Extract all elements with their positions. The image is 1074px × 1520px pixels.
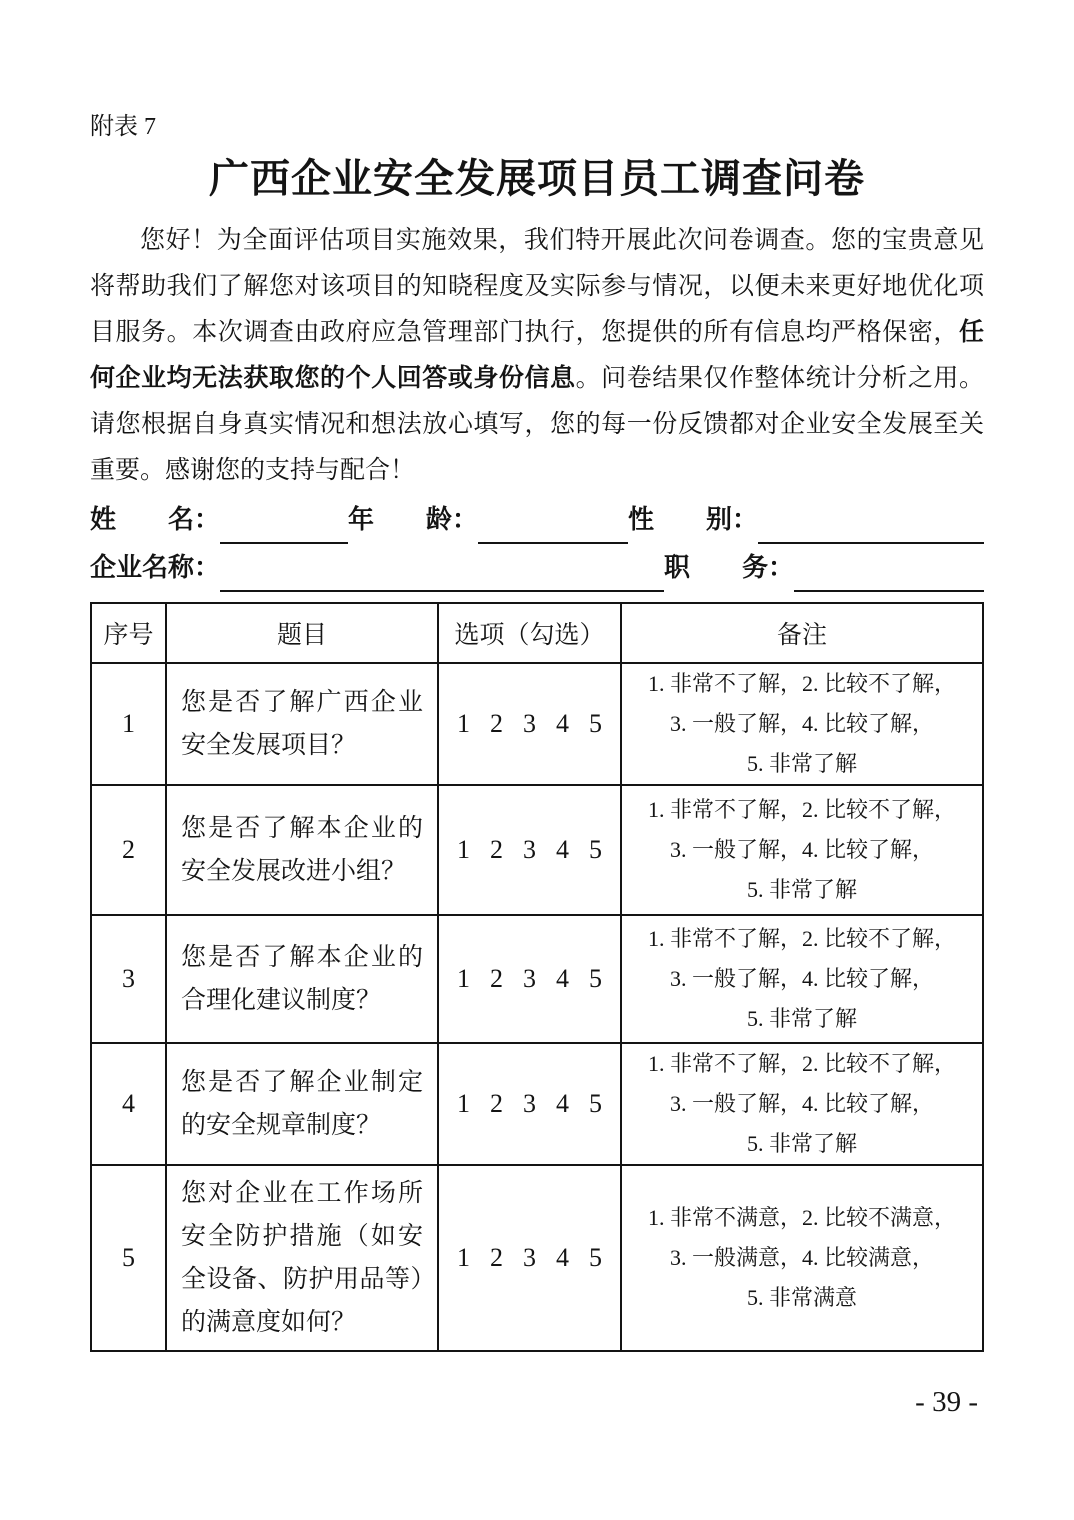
note-cell: [621, 1043, 983, 1165]
note-line: 5. 非常了解: [746, 751, 857, 776]
row-number: 1: [91, 663, 166, 785]
header-question: 题目: [166, 603, 438, 663]
question-text: 您是否了解广西企业安全发展项目？: [181, 689, 423, 759]
note-line: 3. 一般满意，4. 比较满意，: [669, 1245, 934, 1270]
header-note: 备注: [621, 603, 983, 663]
note-line: 3. 一般了解，4. 比较了解，: [669, 966, 934, 991]
gender-label: 性 别：: [628, 505, 759, 534]
note-line: 1. 非常不了解，2. 比较不了解，: [647, 926, 956, 951]
option-5: 5: [589, 1243, 602, 1272]
page-number: - 39 -: [915, 1386, 978, 1418]
table-row: [91, 1043, 983, 1165]
gender-blank: [758, 506, 984, 544]
note-line: 1. 非常不了解，2. 比较不了解，: [647, 1051, 956, 1076]
intro-paragraph: [90, 218, 984, 494]
intro-emphasis-text: 任何企业均无法获取您的个人回答或身份信息: [90, 319, 984, 392]
options-scale: [439, 709, 620, 739]
option-5: 5: [589, 709, 602, 738]
option-5: 5: [589, 1089, 602, 1118]
note-line: 1. 非常不了解，2. 比较不了解，: [647, 671, 956, 696]
note-line: 1. 非常不满意，2. 比较不满意，: [647, 1205, 956, 1230]
note-cell: [621, 1165, 983, 1351]
row-number: 5: [91, 1165, 166, 1351]
position-blank: [794, 554, 984, 592]
option-1: 1: [457, 1243, 470, 1272]
row-number: 4: [91, 1043, 166, 1165]
option-4: 4: [556, 964, 569, 993]
attachment-label: 附表 7: [90, 114, 156, 140]
note-line: 3. 一般了解，4. 比较了解，: [669, 1091, 934, 1116]
note-line: 3. 一般了解，4. 比较了解，: [669, 837, 934, 862]
note-line: 3. 一般了解，4. 比较了解，: [669, 711, 934, 736]
intro-lead-text: 您好！为全面评估项目实施效果，我们特开展此次问卷调查。您的宝贵意见将帮助我们了解您对该项目的知晓程度及实际参与情况，以便未来更好地优化项目服务。本次调查由政府应急管理部门执行，您提供的所有信息均严格保密，: [90, 227, 984, 346]
option-4: 4: [556, 1243, 569, 1272]
survey-table: [90, 602, 984, 1352]
header-options: 选项（勾选）: [438, 603, 621, 663]
option-1: 1: [457, 835, 470, 864]
option-4: 4: [556, 709, 569, 738]
option-2: 2: [490, 835, 503, 864]
option-2: 2: [490, 1243, 503, 1272]
table-row: [91, 1165, 983, 1351]
option-3: 3: [523, 709, 536, 738]
option-2: 2: [490, 964, 503, 993]
age-blank: [478, 506, 628, 544]
option-3: 3: [523, 1089, 536, 1118]
table-row: [91, 663, 983, 785]
option-1: 1: [457, 1089, 470, 1118]
question-text: 您对企业在工作场所安全防护措施（如安全设备、防护用品等）的满意度如何？: [181, 1180, 423, 1336]
options-scale: [439, 1243, 620, 1273]
options-scale: [439, 964, 620, 994]
note-line: 1. 非常不了解，2. 比较不了解，: [647, 797, 956, 822]
option-3: 3: [523, 835, 536, 864]
age-label: 年 龄：: [348, 505, 479, 534]
option-3: 3: [523, 1243, 536, 1272]
company-info-row: [90, 544, 984, 592]
question-text: 您是否了解本企业的合理化建议制度？: [181, 944, 423, 1014]
company-name-label: 企业名称：: [90, 553, 221, 582]
table-row: [91, 915, 983, 1043]
header-no: 序号: [91, 603, 166, 663]
note-cell: [621, 663, 983, 785]
options-scale: [439, 835, 620, 865]
options-scale: [439, 1089, 620, 1119]
name-blank: [220, 506, 348, 544]
table-row: [91, 785, 983, 915]
intro-tail-text: 。问卷结果仅作整体统计分析之用。请您根据自身真实情况和想法放心填写，您的每一份反馈都对企业安全发展至关重要。感谢您的支持与配合！: [90, 365, 984, 484]
row-number: 3: [91, 915, 166, 1043]
option-2: 2: [490, 1089, 503, 1118]
note-line: 5. 非常了解: [746, 1131, 857, 1156]
respondent-info-section: [90, 496, 984, 592]
option-1: 1: [457, 709, 470, 738]
company-name-blank: [220, 554, 664, 592]
position-label: 职 务：: [663, 553, 794, 582]
note-cell: [621, 915, 983, 1043]
option-5: 5: [589, 835, 602, 864]
option-4: 4: [556, 1089, 569, 1118]
note-cell: [621, 785, 983, 915]
note-line: 5. 非常满意: [746, 1285, 857, 1310]
page-content: [90, 112, 984, 1352]
option-2: 2: [490, 709, 503, 738]
note-line: 5. 非常了解: [746, 877, 857, 902]
option-4: 4: [556, 835, 569, 864]
question-text: 您是否了解本企业的安全发展改进小组？: [181, 815, 423, 885]
table-header-row: [91, 603, 983, 663]
note-line: 5. 非常了解: [746, 1006, 857, 1031]
personal-info-row: [90, 496, 984, 544]
question-text: 您是否了解企业制定的安全规章制度？: [181, 1069, 423, 1139]
option-5: 5: [589, 964, 602, 993]
name-label: 姓 名：: [90, 505, 221, 534]
option-3: 3: [523, 964, 536, 993]
row-number: 2: [91, 785, 166, 915]
option-1: 1: [457, 964, 470, 993]
page-title: 广西企业安全发展项目员工调查问卷: [209, 156, 865, 201]
